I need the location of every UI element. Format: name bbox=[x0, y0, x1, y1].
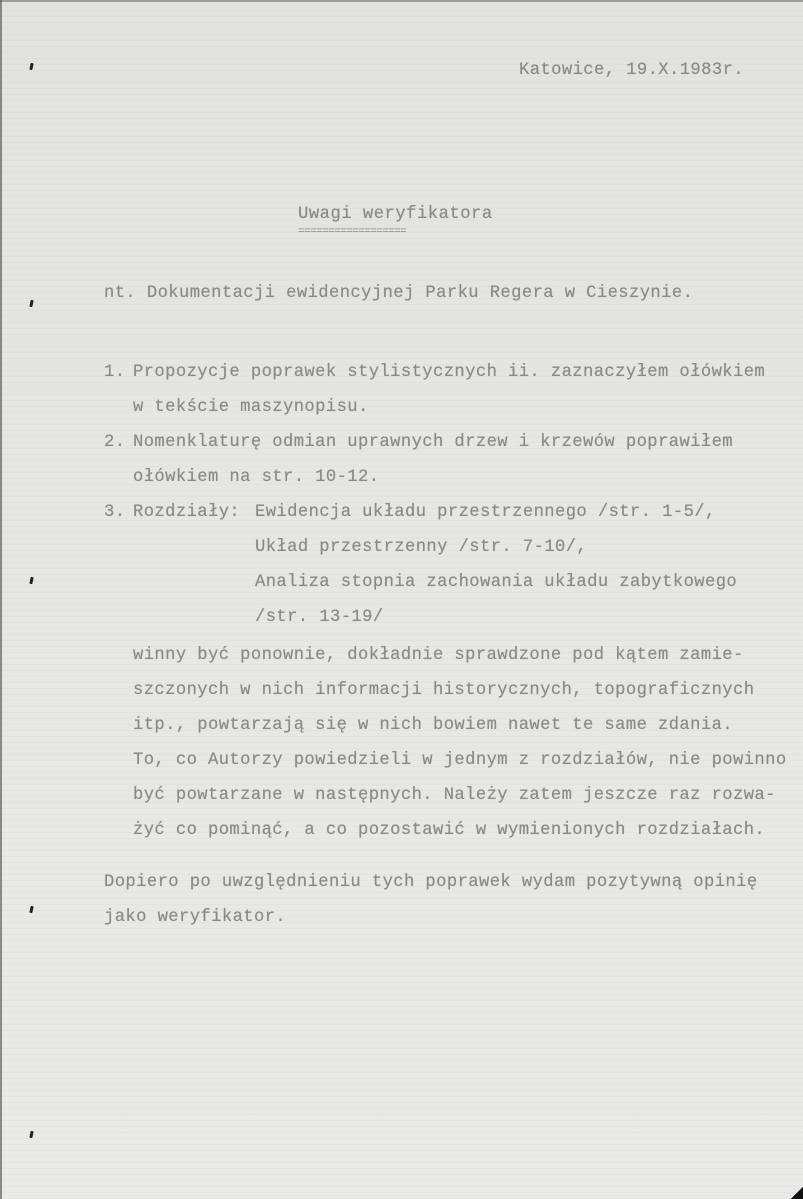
punch-hole-mark bbox=[29, 63, 33, 70]
item-3-continuation: szczonych w nich informacji historycznych, topograficznych bbox=[133, 681, 755, 700]
chapter-line: Ewidencja układu przestrzennego /str. 1-5/, bbox=[255, 503, 716, 522]
item-3-continuation: To, co Autorzy powiedzieli w jednym z rozdziałów, nie powinno bbox=[133, 751, 787, 770]
item-3-number: 3. bbox=[104, 503, 126, 522]
closing-line: Dopiero po uwzględnieniu tych poprawek wydam pozytywną opinię bbox=[104, 873, 758, 892]
chapter-line: /str. 13-19/ bbox=[255, 608, 384, 627]
item-3-label: Rozdziały: bbox=[133, 503, 241, 522]
closing-line: jako weryfikator. bbox=[104, 908, 287, 927]
scan-edge-top bbox=[0, 0, 803, 2]
punch-hole-mark bbox=[29, 1131, 33, 1138]
item-3-continuation: być powtarzane w następnych. Należy zatem jeszcze raz rozwa- bbox=[133, 786, 776, 805]
title-underline: ================== bbox=[298, 226, 407, 238]
item-1-line: Propozycje poprawek stylistycznych ii. zaznaczyłem ołówkiem bbox=[133, 363, 766, 382]
item-3-continuation: żyć co pominąć, a co pozostawić w wymienionych rozdziałach. bbox=[133, 821, 766, 840]
document-title: Uwagi weryfikatora bbox=[298, 205, 493, 224]
place-date: Katowice, 19.X.1983r. bbox=[519, 61, 744, 80]
item-1-line: w tekście maszynopisu. bbox=[133, 398, 369, 417]
item-3-continuation: itp., powtarzają się w nich bowiem nawet te same zdania. bbox=[133, 716, 733, 735]
chapter-line: Analiza stopnia zachowania układu zabytkowego bbox=[255, 573, 738, 592]
item-3-continuation: winny być ponownie, dokładnie sprawdzone pod kątem zamie- bbox=[133, 646, 744, 665]
chapter-line: Układ przestrzenny /str. 7-10/, bbox=[255, 538, 588, 557]
item-2-line: Nomenklaturę odmian uprawnych drzew i krzewów poprawiłem bbox=[133, 433, 733, 452]
punch-hole-mark bbox=[29, 577, 33, 584]
punch-hole-mark bbox=[29, 300, 33, 307]
scan-edge-left bbox=[0, 0, 2, 1199]
item-2-line: ołówkiem na str. 10-12. bbox=[133, 468, 380, 487]
item-1-number: 1. bbox=[104, 363, 126, 382]
scan-corner bbox=[791, 1187, 803, 1199]
subject-line: nt. Dokumentacji ewidencyjnej Parku Regera w Cieszynie. bbox=[104, 284, 694, 303]
item-2-number: 2. bbox=[104, 433, 126, 452]
punch-hole-mark bbox=[29, 906, 33, 913]
